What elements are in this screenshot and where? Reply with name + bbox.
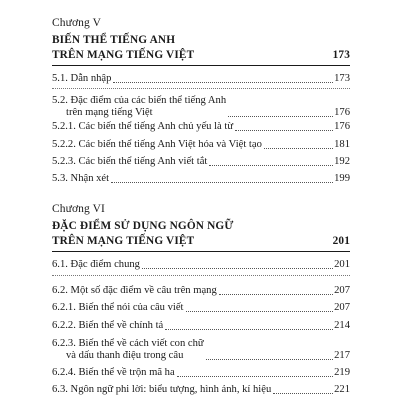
chapter-6-label: Chương VI	[52, 203, 105, 215]
chapter-6-rule	[52, 251, 350, 252]
toc-entry-6-2-1: 6.2.1. Biến thể nói của câu viết 207	[52, 302, 350, 313]
leader-dots	[177, 376, 333, 377]
leader-dots	[273, 393, 333, 394]
chapter-6-title-line1: ĐẶC ĐIỂM SỬ DỤNG NGÔN NGỮ	[52, 220, 234, 232]
leader-dots	[235, 130, 333, 131]
chapter-6-page: 201	[332, 235, 350, 247]
toc-entry-5-3: 5.3. Nhận xét 199	[52, 173, 350, 184]
chapter-5-label: Chương V	[52, 17, 102, 29]
chapter-6-title-line2: TRÊN MẠNG TIẾNG VIỆT	[52, 235, 195, 247]
leader-dots	[264, 148, 333, 149]
toc-entry-5-2-2: 5.2.2. Các biến thể tiếng Anh Việt hóa và Việt tạo 181	[52, 139, 350, 150]
toc-entry-6-2-3: 6.2.3. Biến thể về cách viết con chữ và dấu thanh điệu trong câu 217	[52, 338, 350, 361]
toc-entry-6-2-4: 6.2.4. Biến thể về trộn mã ha 219	[52, 367, 350, 378]
toc-entry-6-1: 6.1. Đặc điểm chung 201	[52, 259, 350, 270]
leader-dots	[142, 268, 333, 269]
leader-dots	[111, 182, 333, 183]
chapter-5-title-line1: BIẾN THỂ TIẾNG ANH	[52, 34, 176, 46]
chapter-5-title	[52, 33, 350, 63]
leader-dots	[206, 359, 333, 360]
toc-entry-5-2-1: 5.2.1. Các biến thể tiếng Anh chủ yếu là từ 176	[52, 121, 350, 132]
toc-entry-6-2: 6.2. Một số đặc điểm về câu trên mạng 207	[52, 285, 350, 296]
leader-dots	[113, 82, 333, 83]
chapter-5-title-line2: TRÊN MẠNG TIẾNG VIỆT	[52, 49, 195, 61]
leader-dots	[228, 116, 333, 117]
toc-entry-6-2-2: 6.2.2. Biến thể về chính tả 214	[52, 320, 350, 331]
toc-entry-5-1: 5.1. Dẫn nhập 173	[52, 73, 350, 84]
toc-entry-5-2: 5.2. Đặc điểm của các biến thể tiếng Anh trên mạng tiếng Việt 176	[52, 95, 350, 118]
leader-dots	[165, 329, 333, 330]
leader-dots	[219, 294, 333, 295]
leader-dots	[186, 311, 334, 312]
chapter-5-page: 173	[332, 49, 350, 61]
toc-entry-5-2-3: 5.2.3. Các biến thể tiếng Anh viết tắt 192	[52, 156, 350, 167]
chapter-5-rule	[52, 65, 350, 66]
leader-dots	[209, 165, 333, 166]
chapter-6-title	[52, 219, 350, 249]
toc-entry-6-3: 6.3. Ngôn ngữ phi lời: biểu tượng, hình ảnh, kí hiệu 221	[52, 384, 350, 395]
